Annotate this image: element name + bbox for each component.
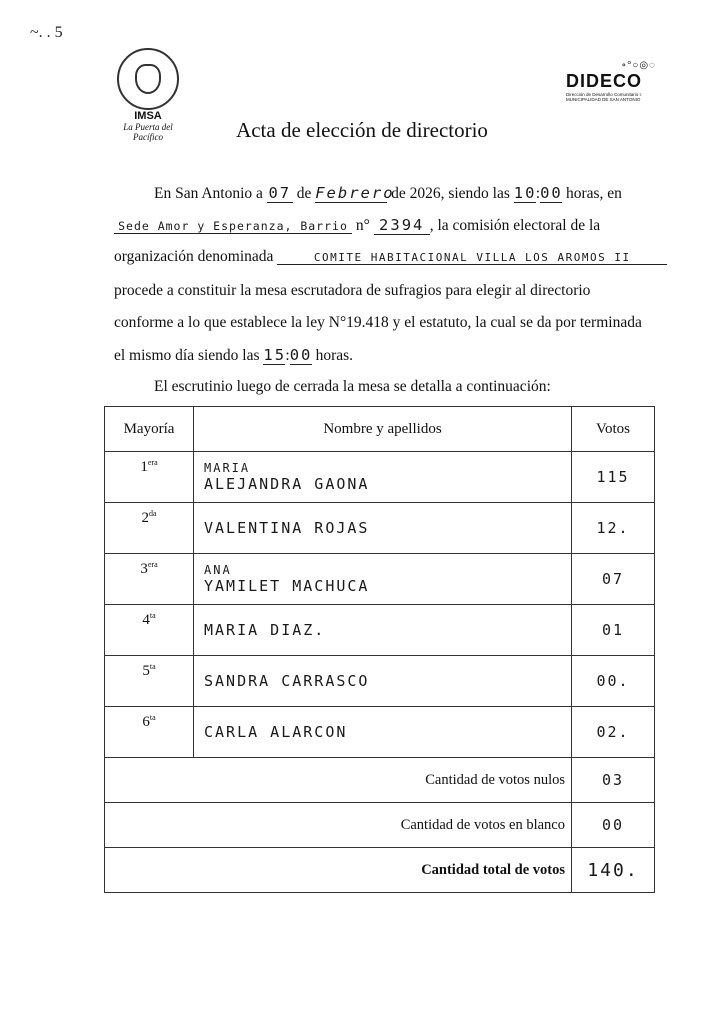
table-row <box>105 707 655 758</box>
candidate-name-cell: MARIA DIAZ. <box>194 605 572 656</box>
header-rank: Mayoría <box>105 407 194 452</box>
imsa-logo-tagline: La Puerta del Pacífico <box>123 122 173 142</box>
blank-votes-row <box>105 803 655 848</box>
rank-cell: $3^{era}$ <box>105 554 194 605</box>
votes-cell: 115 <box>572 452 655 503</box>
null-votes-row <box>105 758 655 803</box>
blank-votes-label: Cantidad de votos en blanco <box>105 803 572 848</box>
end-min-field: 00 <box>289 346 313 364</box>
table-row <box>105 605 655 656</box>
rank-cell: $4^{ta}$ <box>105 605 194 656</box>
organization-name-field: COMITE HABITACIONAL VILLA LOS AROMOS II <box>277 251 667 265</box>
dideco-dots-icon: ∘°○◎◌ <box>621 60 656 71</box>
paragraph-line-7: El escrutinio luego de cerrada la mesa se detalla a continuación: <box>154 378 551 395</box>
candidate-name-cell: CARLA ALARCON <box>194 707 572 758</box>
table-header-row <box>105 407 655 452</box>
text: , la comisión electoral de la <box>429 217 601 234</box>
paragraph-line-3 <box>114 248 667 266</box>
paragraph-line-1: En San Antonio a 07 de Febrero de 2026, siendo las 10:00 horas, en <box>154 184 622 202</box>
day-field: 07 <box>268 184 292 202</box>
candidate-name-cell: VALENTINA ROJAS <box>194 503 572 554</box>
corner-mark: ~. . 5 <box>30 24 63 41</box>
text: En San Antonio a <box>154 185 263 202</box>
text: n° <box>355 217 370 234</box>
text: horas, en <box>565 185 622 202</box>
results-table <box>104 406 655 893</box>
total-votes-label: Cantidad total de votos <box>105 848 572 893</box>
blank-votes-value: 00 <box>572 803 655 848</box>
month-field: Febrero <box>315 184 395 202</box>
null-votes-label: Cantidad de votos nulos <box>105 758 572 803</box>
table-row <box>105 452 655 503</box>
table-row <box>105 554 655 605</box>
venue-number-field: 2394 <box>374 216 430 235</box>
rank-cell: $6^{ta}$ <box>105 707 194 758</box>
header-name: Nombre y apellidos <box>194 407 572 452</box>
dideco-logo <box>566 60 656 102</box>
candidate-name-cell: MARIA ALEJANDRA GAONA <box>194 452 572 503</box>
votes-cell: 00. <box>572 656 655 707</box>
rank-cell: $1^{era}$ <box>105 452 194 503</box>
candidate-name-cell: ANA YAMILET MACHUCA <box>194 554 572 605</box>
paragraph-line-2 <box>114 216 600 235</box>
start-min-field: 00 <box>540 184 563 202</box>
text: de 2026, siendo las <box>391 185 510 202</box>
imsa-logo-name: IMSA <box>134 110 162 122</box>
paragraph-line-6: el mismo día siendo las 15:00 horas. <box>114 346 354 364</box>
null-votes-value: 03 <box>572 758 655 803</box>
paragraph-line-5: conforme a lo que establece la ley N°19.418 y el estatuto, la cual se da por terminada <box>114 314 642 331</box>
document-title: Acta de elección de directorio <box>236 118 488 142</box>
votes-cell: 12. <box>572 503 655 554</box>
text: el mismo día siendo las <box>114 347 260 364</box>
votes-cell: 01 <box>572 605 655 656</box>
paragraph-line-4: procede a constituir la mesa escrutadora de sufragios para elegir al directorio <box>114 282 591 299</box>
end-hour-field: 15 <box>263 346 287 364</box>
table-row <box>105 656 655 707</box>
votes-cell: 02. <box>572 707 655 758</box>
imsa-seal-icon <box>117 48 179 110</box>
start-hour-field: 10 <box>513 184 537 202</box>
rank-cell: $5^{ta}$ <box>105 656 194 707</box>
text: horas. <box>315 347 354 364</box>
rank-cell: $2^{da}$ <box>105 503 194 554</box>
total-votes-row <box>105 848 655 893</box>
text: organización denominada <box>114 248 274 265</box>
votes-cell: 07 <box>572 554 655 605</box>
table-row <box>105 503 655 554</box>
candidate-name-cell: SANDRA CARRASCO <box>194 656 572 707</box>
text: de <box>296 185 312 202</box>
venue-field: Sede Amor y Esperanza, Barrio <box>114 219 352 234</box>
total-votes-value: 140. <box>572 848 655 893</box>
dideco-logo-subtitle: Dirección de Desarrollo Comunitario I. MUNICIPALIDAD DE SAN ANTONIO <box>566 92 643 102</box>
header-votes: Votos <box>572 407 655 452</box>
dideco-logo-name: DIDECO <box>566 71 643 91</box>
